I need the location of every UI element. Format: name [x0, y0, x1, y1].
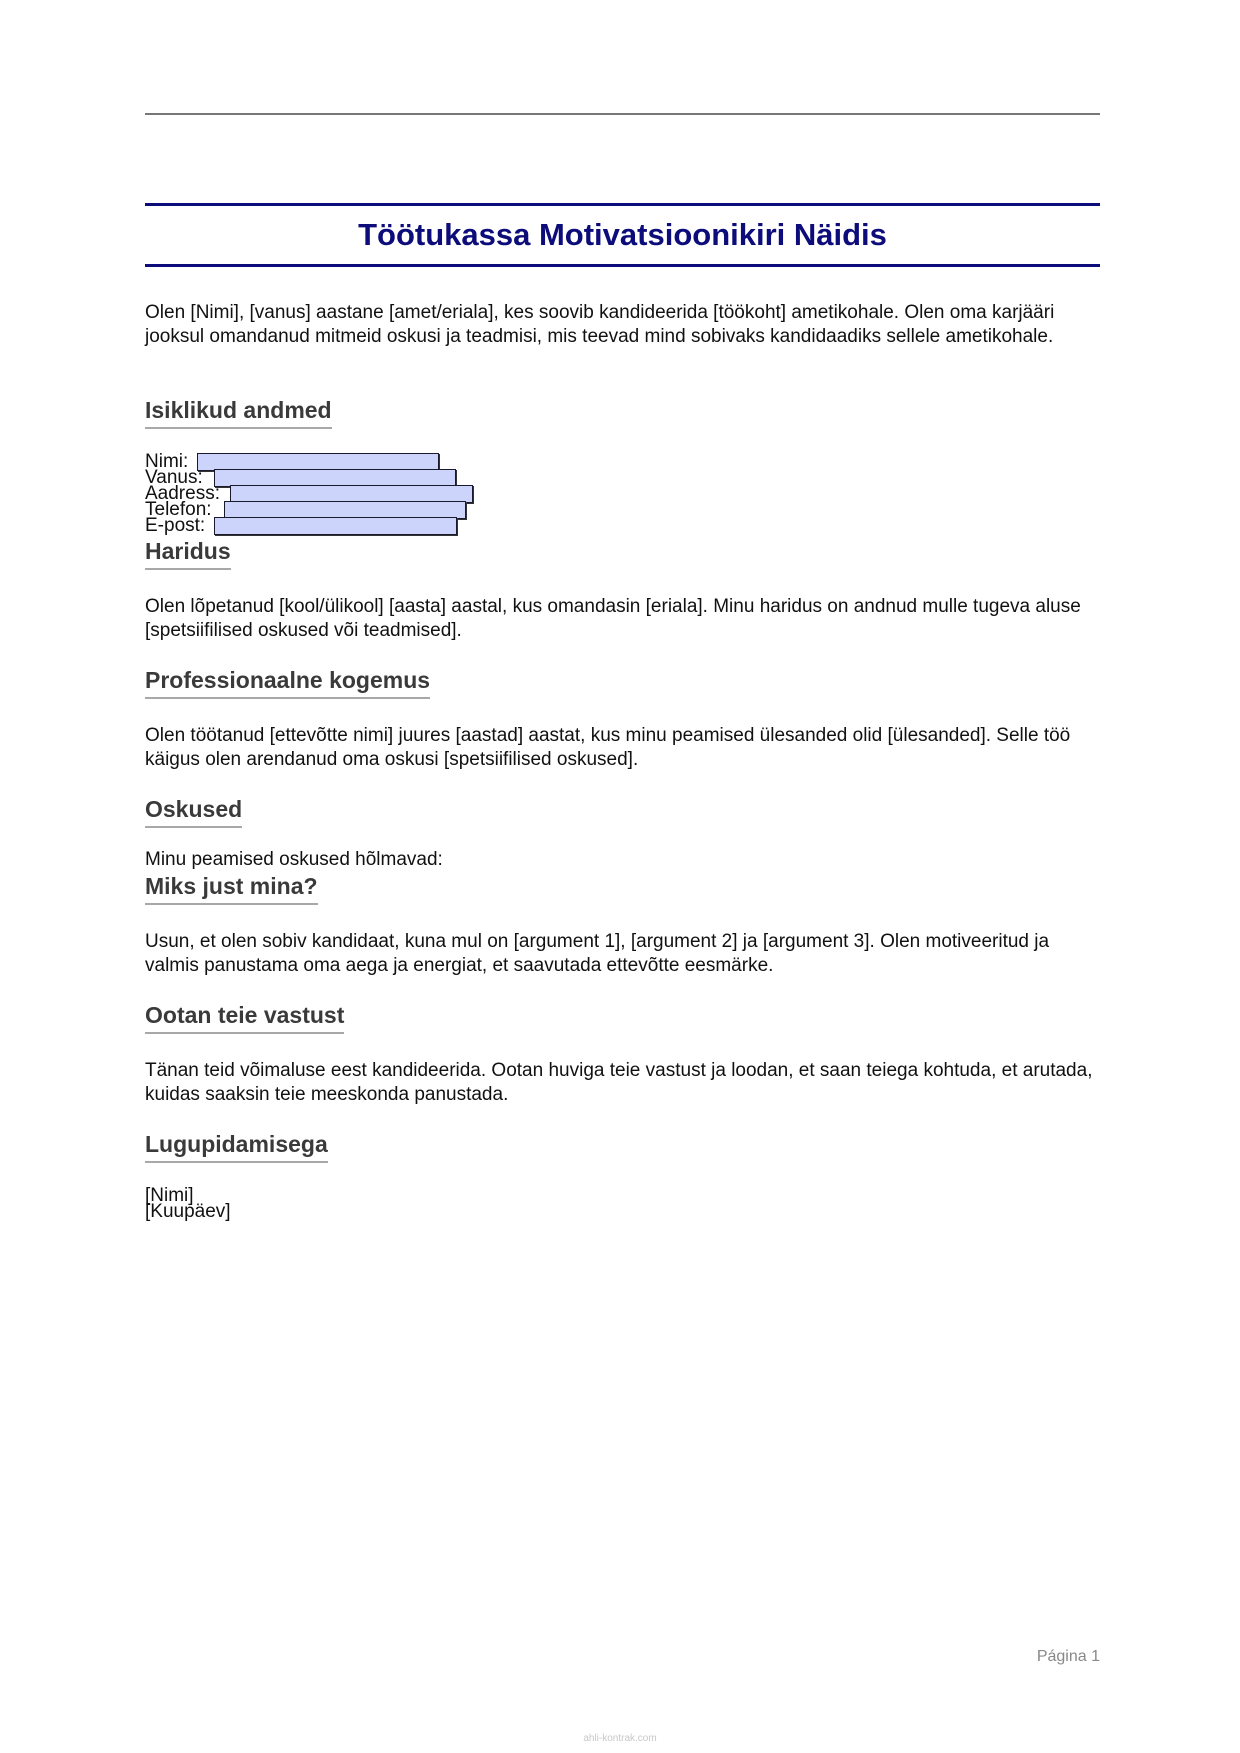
signature-date: [Kuupäev]: [145, 1201, 231, 1222]
document-title: Töötukassa Motivatsioonikiri Näidis: [358, 217, 887, 252]
heading-education: Haridus: [145, 537, 231, 570]
title-block: [145, 203, 1100, 267]
field-label-address: Aadress:: [145, 483, 220, 504]
heading-experience: Professionaalne kogemus: [145, 666, 430, 699]
field-label-phone: Telefon:: [145, 499, 212, 520]
experience-paragraph: Olen töötanud [ettevõtte nimi] juures [aastad] aastat, kus minu peamised ülesanded olid [ülesanded]. Selle töö käigus olen arendanud oma oskusi [spetsiifilised oskused].: [145, 725, 1071, 770]
signature-name: [Nimi]: [145, 1185, 194, 1206]
education-paragraph: Olen lõpetanud [kool/ülikool] [aasta] aastal, kus omandasin [eriala]. Minu haridus on andnud mulle tugeva aluse [spetsiifilised oskused või teadmised].: [145, 596, 1081, 641]
skills-paragraph: Minu peamised oskused hõlmavad:: [145, 849, 443, 870]
heading-closing: Lugupidamisega: [145, 1130, 328, 1163]
intro-paragraph: Olen [Nimi], [vanus] aastane [amet/eriala], kes soovib kandideerida [töökoht] ametikohale. Olen oma karjääri jooksul omandanud mitmeid oskusi ja teadmisi, mis teevad mind sobivaks kandidaadiks sellele ametikohale.: [145, 302, 1055, 347]
heading-why-me: Miks just mina?: [145, 872, 318, 905]
field-label-email: E-post:: [145, 515, 206, 536]
email-field[interactable]: [214, 517, 457, 535]
watermark: ahli-kontrak.com: [583, 1733, 657, 1744]
heading-personal: Isiklikud andmed: [145, 396, 332, 429]
heading-skills: Oskused: [145, 795, 242, 828]
field-label-age: Vanus:: [145, 467, 203, 488]
awaiting-reply-paragraph: Tänan teid võimaluse eest kandideerida. Ootan huviga teie vastust ja loodan, et saan teiega kohtuda, et arutada, kuidas saaksin teie meeskonda panustada.: [145, 1060, 1093, 1105]
field-label-name: Nimi:: [145, 451, 189, 472]
heading-awaiting-reply: Ootan teie vastust: [145, 1001, 344, 1034]
page-number: Página 1: [1036, 1648, 1100, 1665]
top-divider: [145, 113, 1100, 115]
why-me-paragraph: Usun, et olen sobiv kandidaat, kuna mul on [argument 1], [argument 2] ja [argument 3]. Olen motiveeritud ja valmis panustama oma aega ja energiat, et saavutada ettevõtte eesmärke.: [145, 931, 1050, 976]
